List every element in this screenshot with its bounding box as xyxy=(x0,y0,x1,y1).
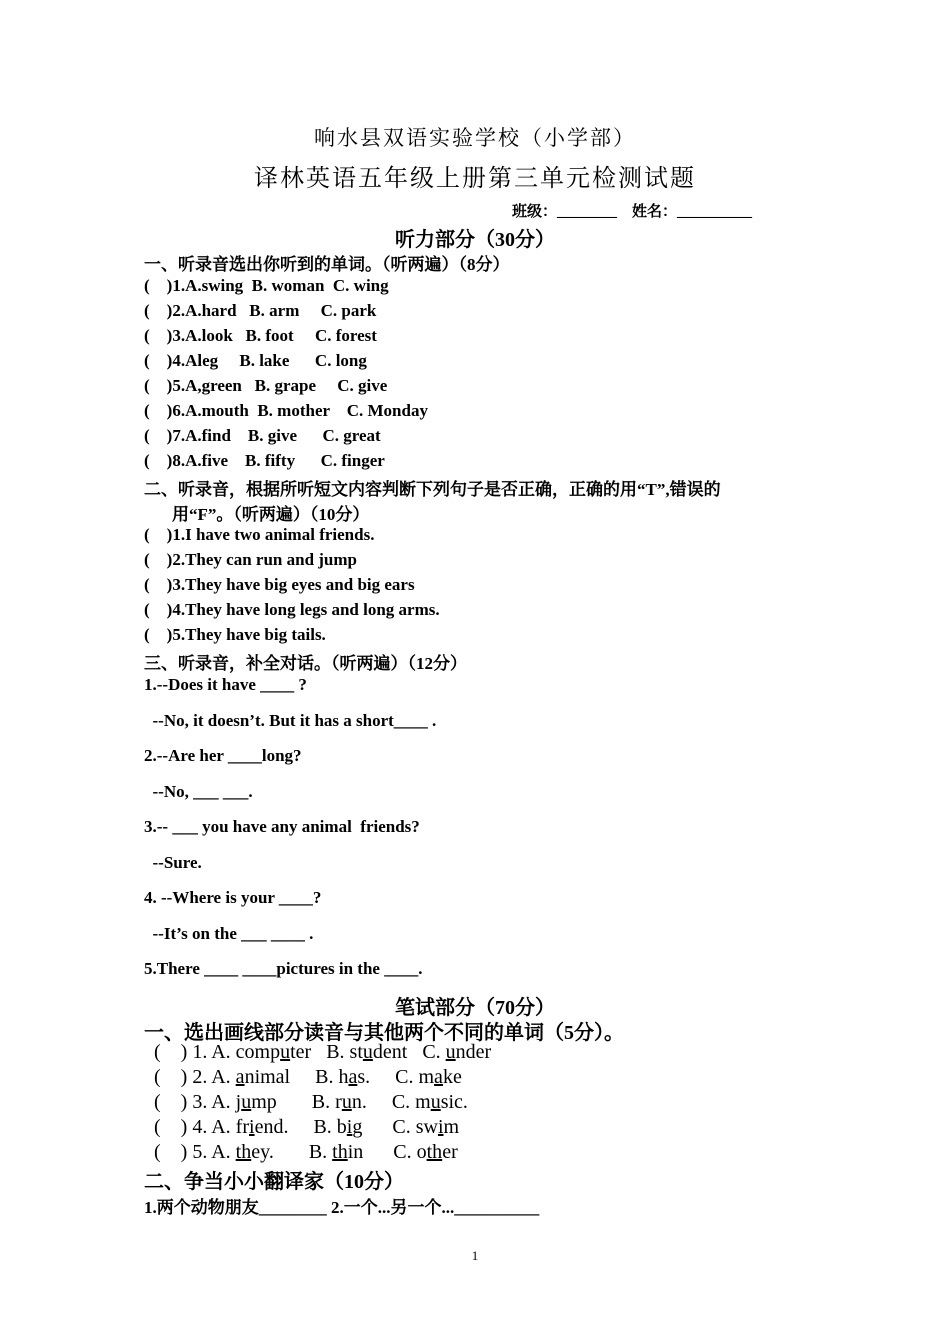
listening-part2-heading: 二、听录音，根据所听短文内容判断下列句子是否正确，正确的用“T”,错误的 xyxy=(144,480,721,499)
item-text: ( ) 2. A. xyxy=(154,1066,236,1088)
underlined-letters: th xyxy=(332,1141,348,1163)
item-text: ( ) 1. A. xyxy=(154,1041,236,1063)
question-item: ( )3.A.look B. foot C. forest xyxy=(144,326,377,345)
underlined-letters: a xyxy=(235,1066,245,1088)
item-text: in xyxy=(347,1141,364,1163)
written-part1-heading: 一、选出画线部分读音与其他两个不同的单词（5分）。 xyxy=(144,1022,624,1044)
item-text: m xyxy=(415,1091,431,1113)
student-info xyxy=(512,200,752,221)
dialogue-line: 2.--Are her ____long? xyxy=(144,746,302,765)
name-field[interactable]: 姓名：__________ xyxy=(632,204,753,220)
item-text: er xyxy=(442,1141,458,1163)
listening-title: 听力部分（30分） xyxy=(395,229,555,251)
item-text: ey. xyxy=(251,1141,274,1163)
item-text: mp xyxy=(251,1091,277,1113)
item-text: sic. xyxy=(440,1091,468,1113)
phonics-item xyxy=(154,1041,491,1064)
page-number: 1 xyxy=(471,1248,479,1263)
class-field[interactable]: 班级：________ xyxy=(512,204,618,220)
item-text: C. xyxy=(407,1041,446,1063)
item-text: r xyxy=(335,1091,342,1113)
item-text: C. xyxy=(366,1091,416,1113)
item-text: B. xyxy=(276,1091,336,1113)
underlined-letters: i xyxy=(346,1116,353,1138)
item-text: g xyxy=(352,1116,363,1138)
underlined-letters: u xyxy=(280,1041,291,1063)
question-item: ( )1.I have two animal friends. xyxy=(144,525,375,544)
question-item: ( )4.They have long legs and long arms. xyxy=(144,600,440,619)
item-text: C. xyxy=(363,1141,417,1163)
underlined-letters: i xyxy=(249,1116,255,1138)
dialogue-line: --Sure. xyxy=(144,852,202,872)
underlined-letters: i xyxy=(437,1116,444,1138)
item-text: ke xyxy=(442,1066,462,1088)
listening-part2-heading-cont: 用“F”。（听两遍）（10分） xyxy=(172,505,370,524)
item-text: ter xyxy=(290,1041,312,1063)
question-item: ( )2.They can run and jump xyxy=(144,550,358,569)
question-item: ( )2.A.hard B. arm C. park xyxy=(144,301,377,320)
question-item: ( )1.A.swing B. woman C. wing xyxy=(144,276,389,295)
listening-part3-heading: 三、听录音，补全对话。（听两遍）（12分） xyxy=(144,654,467,673)
item-text: h xyxy=(338,1066,349,1088)
question-item: ( )4.Aleg B. lake C. long xyxy=(144,351,367,370)
item-text: o xyxy=(416,1141,427,1163)
dialogue-line: 1.--Does it have ____ ? xyxy=(144,675,307,694)
item-text: sw xyxy=(415,1116,438,1138)
school-name: 响水县双语实验学校（小学部） xyxy=(314,126,636,150)
underlined-letters: th xyxy=(235,1141,252,1163)
question-item: ( )5.They have big tails. xyxy=(144,625,326,644)
underlined-letters: u xyxy=(341,1091,352,1113)
item-text: m xyxy=(443,1116,460,1138)
underlined-letters: a xyxy=(434,1066,443,1088)
dialogue-line: --It’s on the ___ ____ . xyxy=(144,923,314,943)
item-text: dent xyxy=(372,1041,408,1063)
written-title: 笔试部分（70分） xyxy=(395,997,555,1019)
phonics-item xyxy=(154,1141,458,1164)
item-text: B. xyxy=(290,1066,339,1088)
written-part2-line: 1.两个动物朋友________ 2.一个...另一个...__________ xyxy=(144,1198,540,1217)
dialogue-line: --No, ___ ___. xyxy=(144,781,253,801)
question-item: ( )3.They have big eyes and big ears xyxy=(144,575,415,594)
item-text: comp xyxy=(235,1041,281,1063)
question-item: ( )8.A.five B. fifty C. finger xyxy=(144,451,385,470)
underlined-letters: u xyxy=(445,1041,456,1063)
dialogue-line: 3.-- ___ you have any animal friends? xyxy=(144,817,420,836)
item-text: m xyxy=(418,1066,435,1088)
item-text: B. xyxy=(273,1141,333,1163)
question-item: ( )5.A,green B. grape C. give xyxy=(144,376,388,395)
item-text: C. xyxy=(370,1066,419,1088)
item-text: j xyxy=(235,1091,242,1113)
question-item: ( )6.A.mouth B. mother C. Monday xyxy=(144,401,428,420)
question-item: ( )7.A.find B. give C. great xyxy=(144,426,381,445)
underlined-letters: u xyxy=(430,1091,441,1113)
item-text: s. xyxy=(357,1066,371,1088)
exam-title: 译林英语五年级上册第三单元检测试题 xyxy=(254,166,696,192)
dialogue-line: 5.There ____ ____pictures in the ____. xyxy=(144,959,423,978)
underlined-letters: a xyxy=(348,1066,358,1088)
underlined-letters: th xyxy=(426,1141,443,1163)
item-text: b xyxy=(336,1116,347,1138)
item-text: ( ) 4. A. xyxy=(154,1116,236,1138)
phonics-item xyxy=(154,1116,459,1139)
item-text: C. xyxy=(362,1116,416,1138)
item-text: nder xyxy=(455,1041,492,1063)
item-text: B. xyxy=(311,1041,350,1063)
item-text: B. xyxy=(288,1116,337,1138)
item-text: end. xyxy=(254,1116,289,1138)
item-text: fr xyxy=(235,1116,249,1138)
listening-part1-heading: 一、听录音选出你听到的单词。（听两遍）（8分） xyxy=(144,255,510,274)
phonics-item xyxy=(154,1091,468,1114)
item-text: st xyxy=(349,1041,363,1063)
item-text: ( ) 3. A. xyxy=(154,1091,236,1113)
phonics-item xyxy=(154,1066,462,1089)
written-part2-heading: 二、争当小小翻译家（10分） xyxy=(144,1171,404,1193)
underlined-letters: u xyxy=(241,1091,252,1113)
item-text: ( ) 5. A. xyxy=(154,1141,236,1163)
underlined-letters: u xyxy=(362,1041,373,1063)
item-text: nimal xyxy=(244,1066,291,1088)
dialogue-line: --No, it doesn’t. But it has a short____ . xyxy=(144,710,437,730)
dialogue-line: 4. --Where is your ____? xyxy=(144,888,322,907)
item-text: n. xyxy=(351,1091,367,1113)
